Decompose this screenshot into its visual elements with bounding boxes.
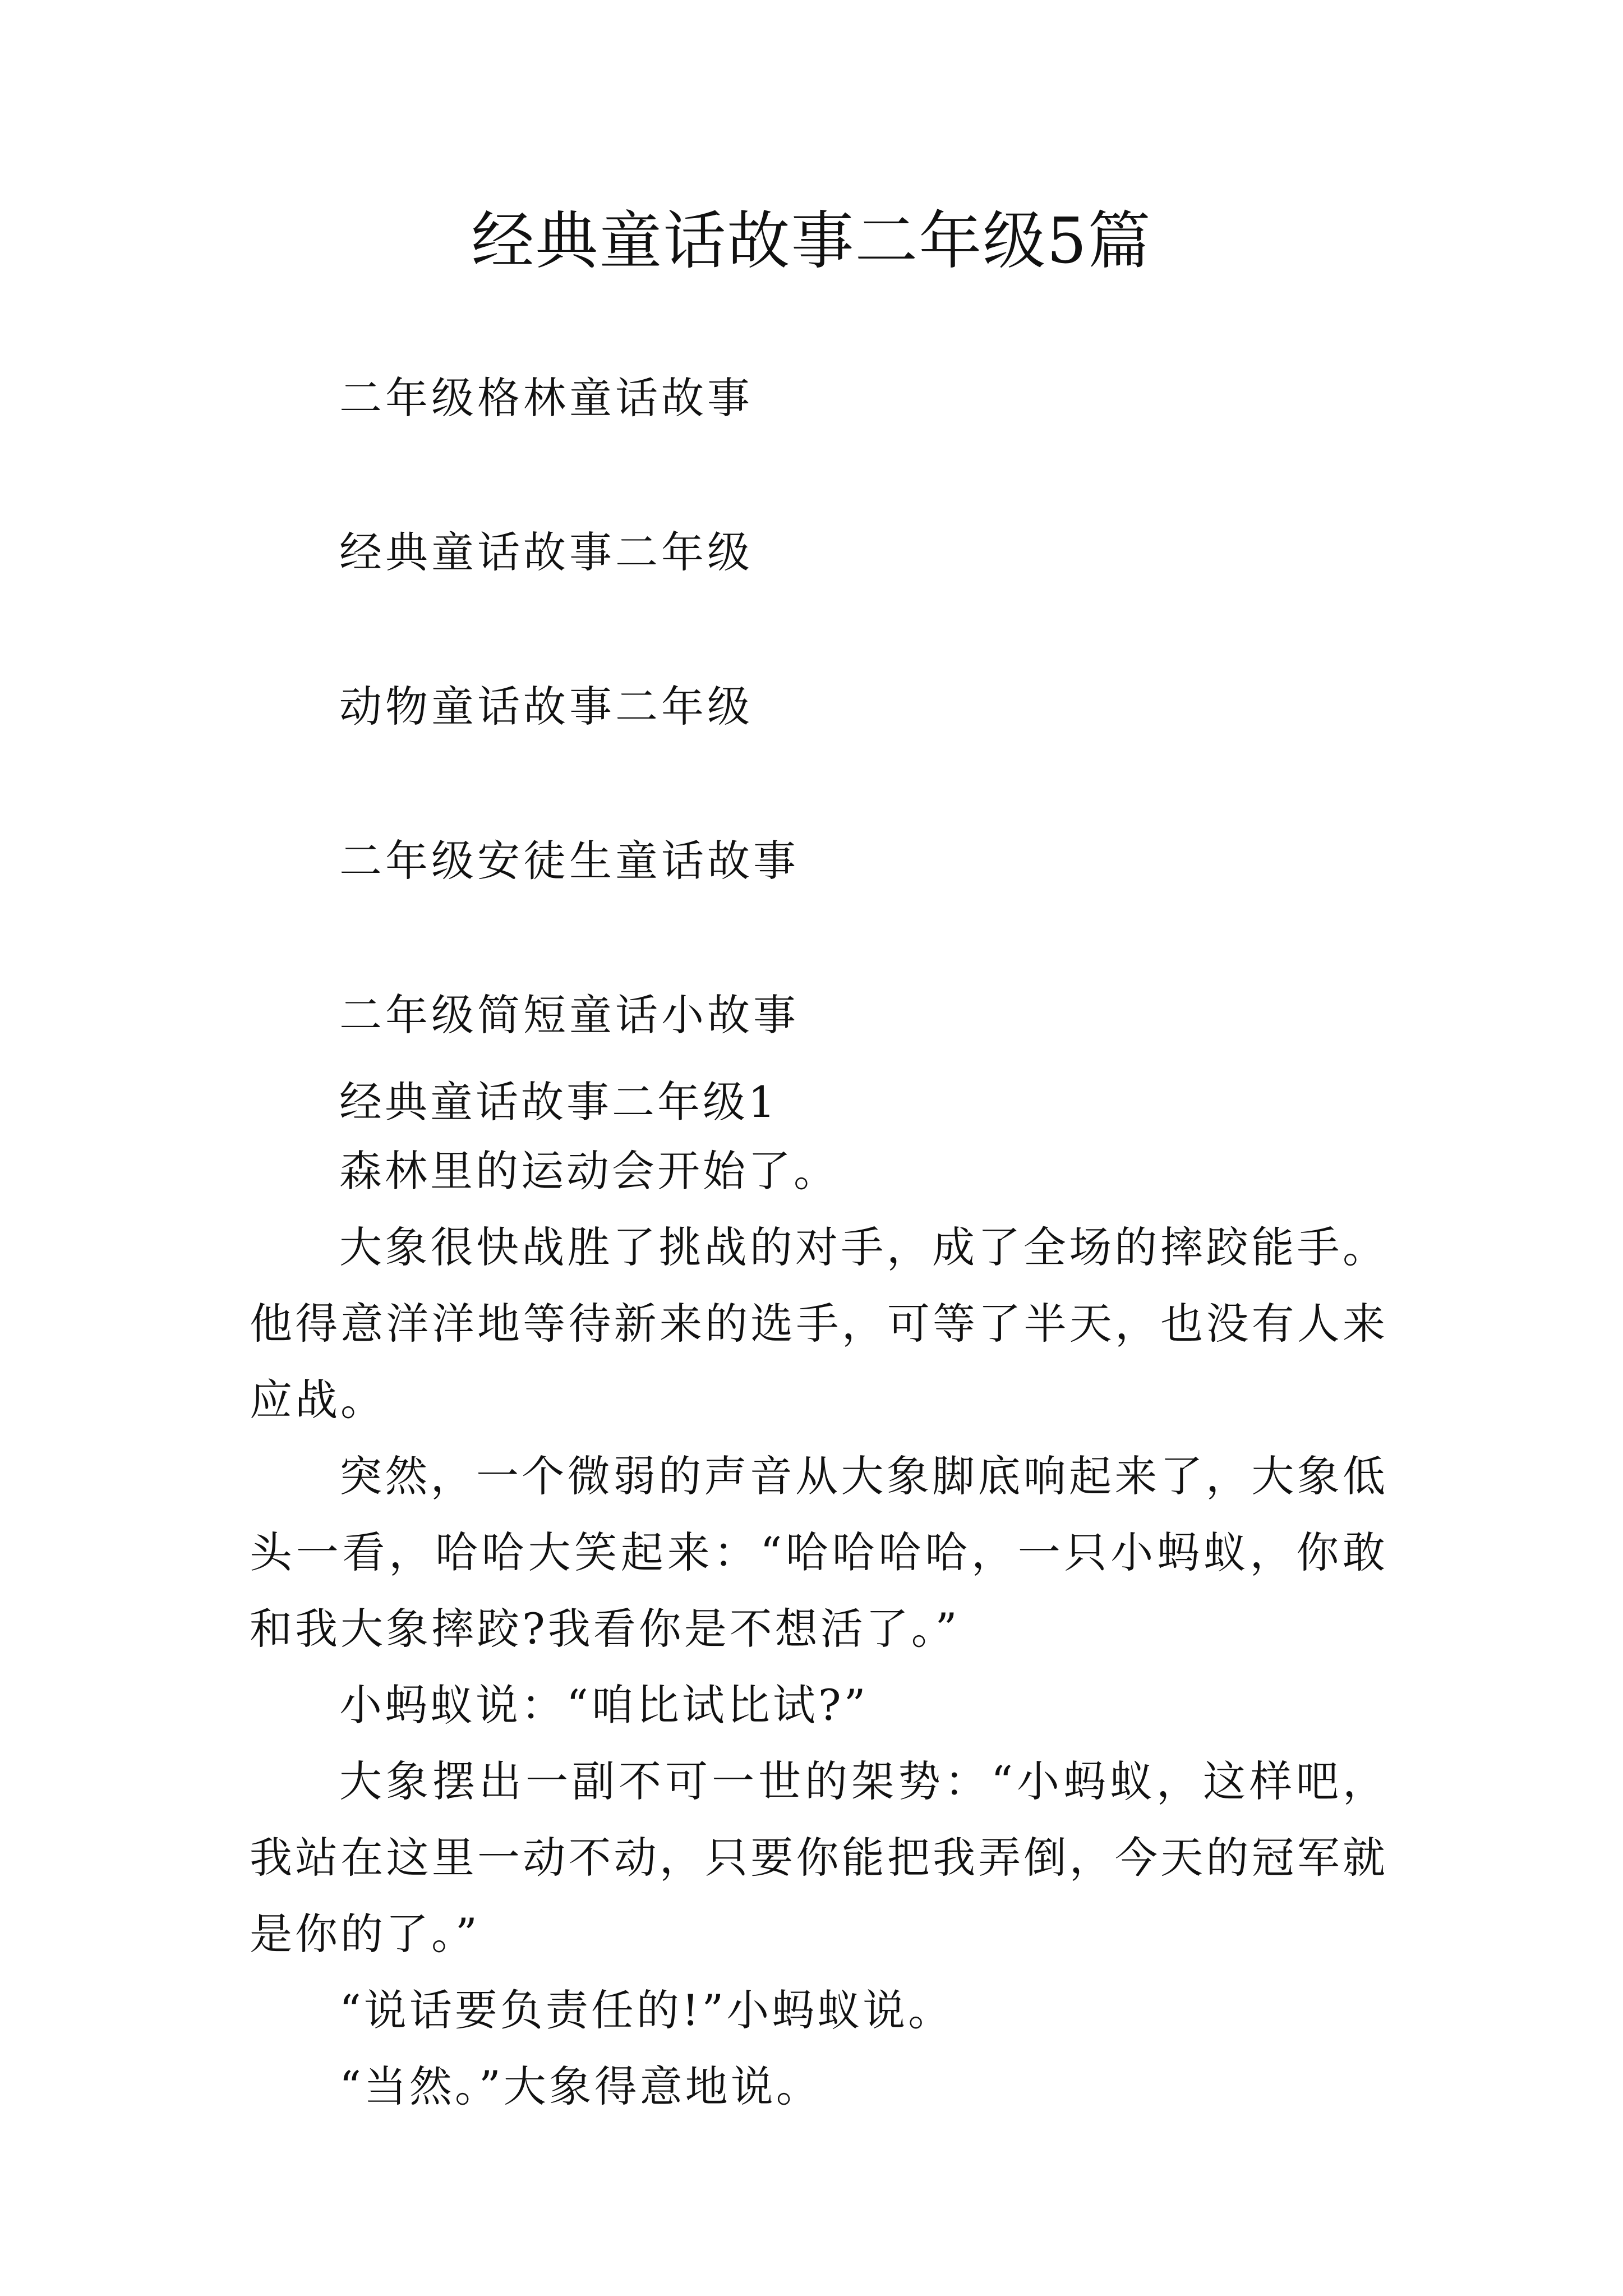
story-list-item: 动物童话故事二年级 [339, 682, 753, 731]
story-list-item: 二年级简短童话小故事 [339, 990, 799, 1040]
story-body [250, 1071, 1388, 2125]
story-list-item: 二年级格林童话故事 [339, 373, 753, 423]
story-paragraph: “当然。”大象得意地说。 [339, 2062, 822, 2111]
story-paragraph: 大象摆出一副不可一世的架势：“小蚂蚁，这样吧，我站在这里一动不动，只要你能把我弄倒，今天的冠军就是你的了。” [250, 1756, 1388, 1959]
story-paragraph: 小蚂蚁说：“咱比试比试?” [339, 1680, 869, 1730]
document-title: 经典童话故事二年级5篇 [471, 205, 1152, 278]
story-list-item: 经典童话故事二年级 [339, 527, 753, 577]
story-paragraph: 森林里的运动会开始了。 [339, 1146, 839, 1196]
story-list [339, 370, 799, 1043]
story-paragraph: 大象很快战胜了挑战的对手，成了全场的摔跤能手。他得意洋洋地等待新来的选手，可等了半天，也没有人来应战。 [250, 1222, 1388, 1425]
story-paragraph: 突然，一个微弱的声音从大象脚底响起来了，大象低头一看，哈哈大笑起来：“哈哈哈哈，一只小蚂蚁，你敢和我大象摔跤?我看你是不想活了。” [250, 1451, 1388, 1654]
story-list-item: 二年级安徒生童话故事 [339, 836, 799, 886]
story-heading: 经典童话故事二年级1 [339, 1077, 778, 1127]
story-paragraph: “说话要负责任的!”小蚂蚁说。 [339, 1985, 954, 2035]
